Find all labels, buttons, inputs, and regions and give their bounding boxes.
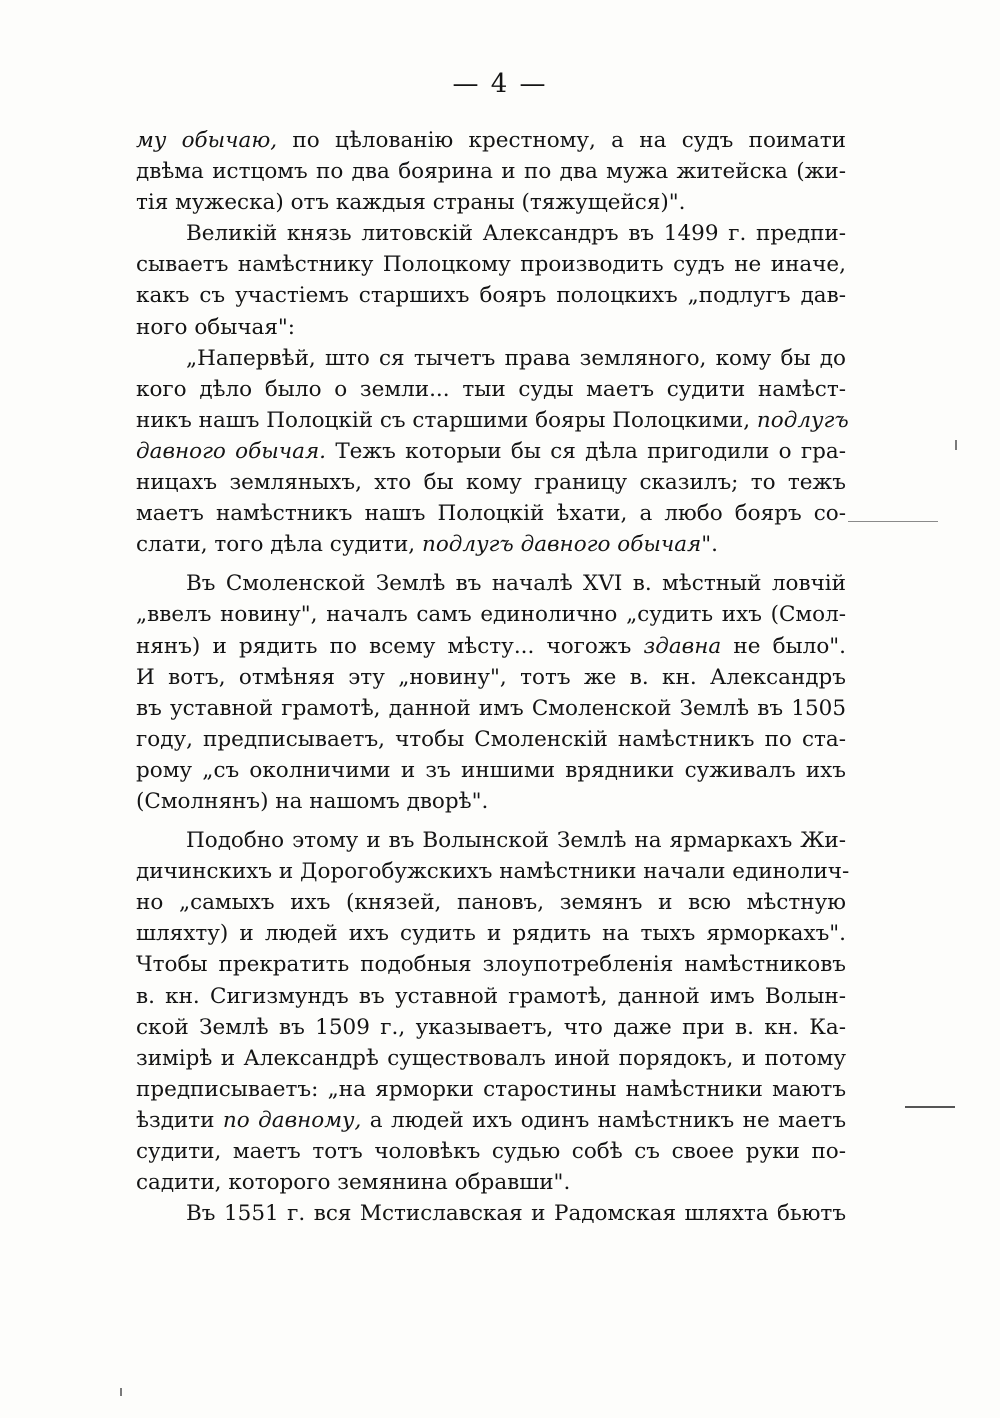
text-line: Въ 1551 г. вся Мстиславская и Радомская шляхта бьютъ: [186, 1201, 846, 1227]
text-line: ѣздити по давному, а людей ихъ одинъ намѣстникъ не маетъ: [136, 1107, 846, 1133]
text-line: сываетъ намѣстнику Полоцкому производить судъ не иначе,: [136, 252, 846, 278]
text-line: кого дѣло было о земли... тыи суды маетъ судити намѣст-: [136, 376, 846, 402]
text-line: Чтобы прекратить подобныя злоупотребленія намѣстниковъ: [136, 952, 846, 978]
text-line: слати, того дѣла судити, подлугъ давного обычая".: [136, 532, 719, 558]
text-line: двѣма истцомъ по два боярина и по два мужа житейска (жи-: [136, 159, 846, 185]
text-line: но „самыхъ ихъ (князей, пановъ, земянъ и всю мѣстную: [136, 890, 846, 916]
text-line: маетъ намѣстникъ нашъ Полоцкій ѣхати, а любо бояръ со-: [136, 501, 846, 527]
paragraph-gap: [136, 560, 846, 568]
text-line: году, предписываетъ, чтобы Смоленскій намѣстникъ по ста-: [136, 726, 846, 752]
text-line: „ввелъ новину", началъ самъ единолично „судить ихъ (Смол-: [136, 602, 846, 628]
text-line: му обычаю, по цѣлованію крестному, а на судъ поимати: [136, 128, 846, 153]
paragraph-gap: [136, 817, 846, 825]
text-line: Подобно этому и въ Волынской Землѣ на ярмаркахъ Жи-: [186, 828, 846, 854]
text-line: ницахъ земляныхъ, хто бы кому границу сказилъ; то тежъ: [136, 470, 846, 496]
text-line: судити, маетъ тотъ чоловѣкъ судью собѣ съ своее руки по-: [136, 1139, 846, 1164]
text-line: ного обычая":: [136, 314, 296, 340]
text-line: шляхту) и людей ихъ судить и рядить на тыхъ ярморкахъ".: [136, 921, 846, 947]
text-line: никъ нашъ Полоцкій съ старшими бояры Полоцкими, подлугъ: [136, 407, 849, 433]
text-line: рому „съ околничими и зъ иншими врядники суживалъ ихъ: [136, 757, 846, 783]
margin-mark-line: [905, 1106, 955, 1108]
margin-mark-tick: [120, 1388, 122, 1396]
margin-mark-line: [848, 521, 938, 522]
text-line: (Смолнянъ) на нашомъ дворѣ".: [136, 788, 489, 814]
text-line: Въ Смоленской Землѣ въ началѣ XVI в. мѣстный ловчій: [186, 571, 846, 597]
margin-mark-tick: [955, 440, 957, 450]
text-line: ской Землѣ въ 1509 г., указываетъ, что даже при в. кн. Ка-: [136, 1014, 846, 1040]
text-line: Великій князь литовскій Александръ въ 1499 г. предпи-: [186, 221, 846, 247]
text-line: в. кн. Сигизмундъ въ уставной грамотѣ, данной имъ Волын-: [136, 983, 846, 1009]
text-line: зимірѣ и Александрѣ существовалъ иной порядокъ, и потому: [136, 1045, 846, 1071]
text-line: давного обычая. Тежъ которыи бы ся дѣла пригодили о гра-: [136, 438, 846, 464]
text-line: какъ съ участіемъ старшихъ бояръ полоцкихъ „подлугъ дав-: [136, 283, 846, 309]
text-line: нянъ) и рядить по всему мѣсту... чогожъ здавна не было".: [136, 633, 846, 659]
page-number: — 4 —: [452, 69, 548, 99]
text-line: предписываетъ: „на ярморки старостины намѣстники маютъ: [136, 1076, 846, 1102]
text-line: въ уставной грамотѣ, данной имъ Смоленской Землѣ въ 1505: [136, 695, 846, 721]
text-line: „Напервѣй, што ся тычетъ права земляного, кому бы до: [186, 345, 846, 371]
text-line: дичинскихъ и Дорогобужскихъ намѣстники начали единолич-: [136, 859, 850, 885]
text-line: садити, которого земянина обравши".: [136, 1170, 571, 1196]
text-line: тія мужеска) отъ каждыя страны (тяжущейся)".: [136, 190, 686, 216]
body-text: [136, 125, 850, 1229]
text-line: И вотъ, отмѣняя эту „новину", тотъ же в. кн. Александръ: [136, 664, 846, 690]
